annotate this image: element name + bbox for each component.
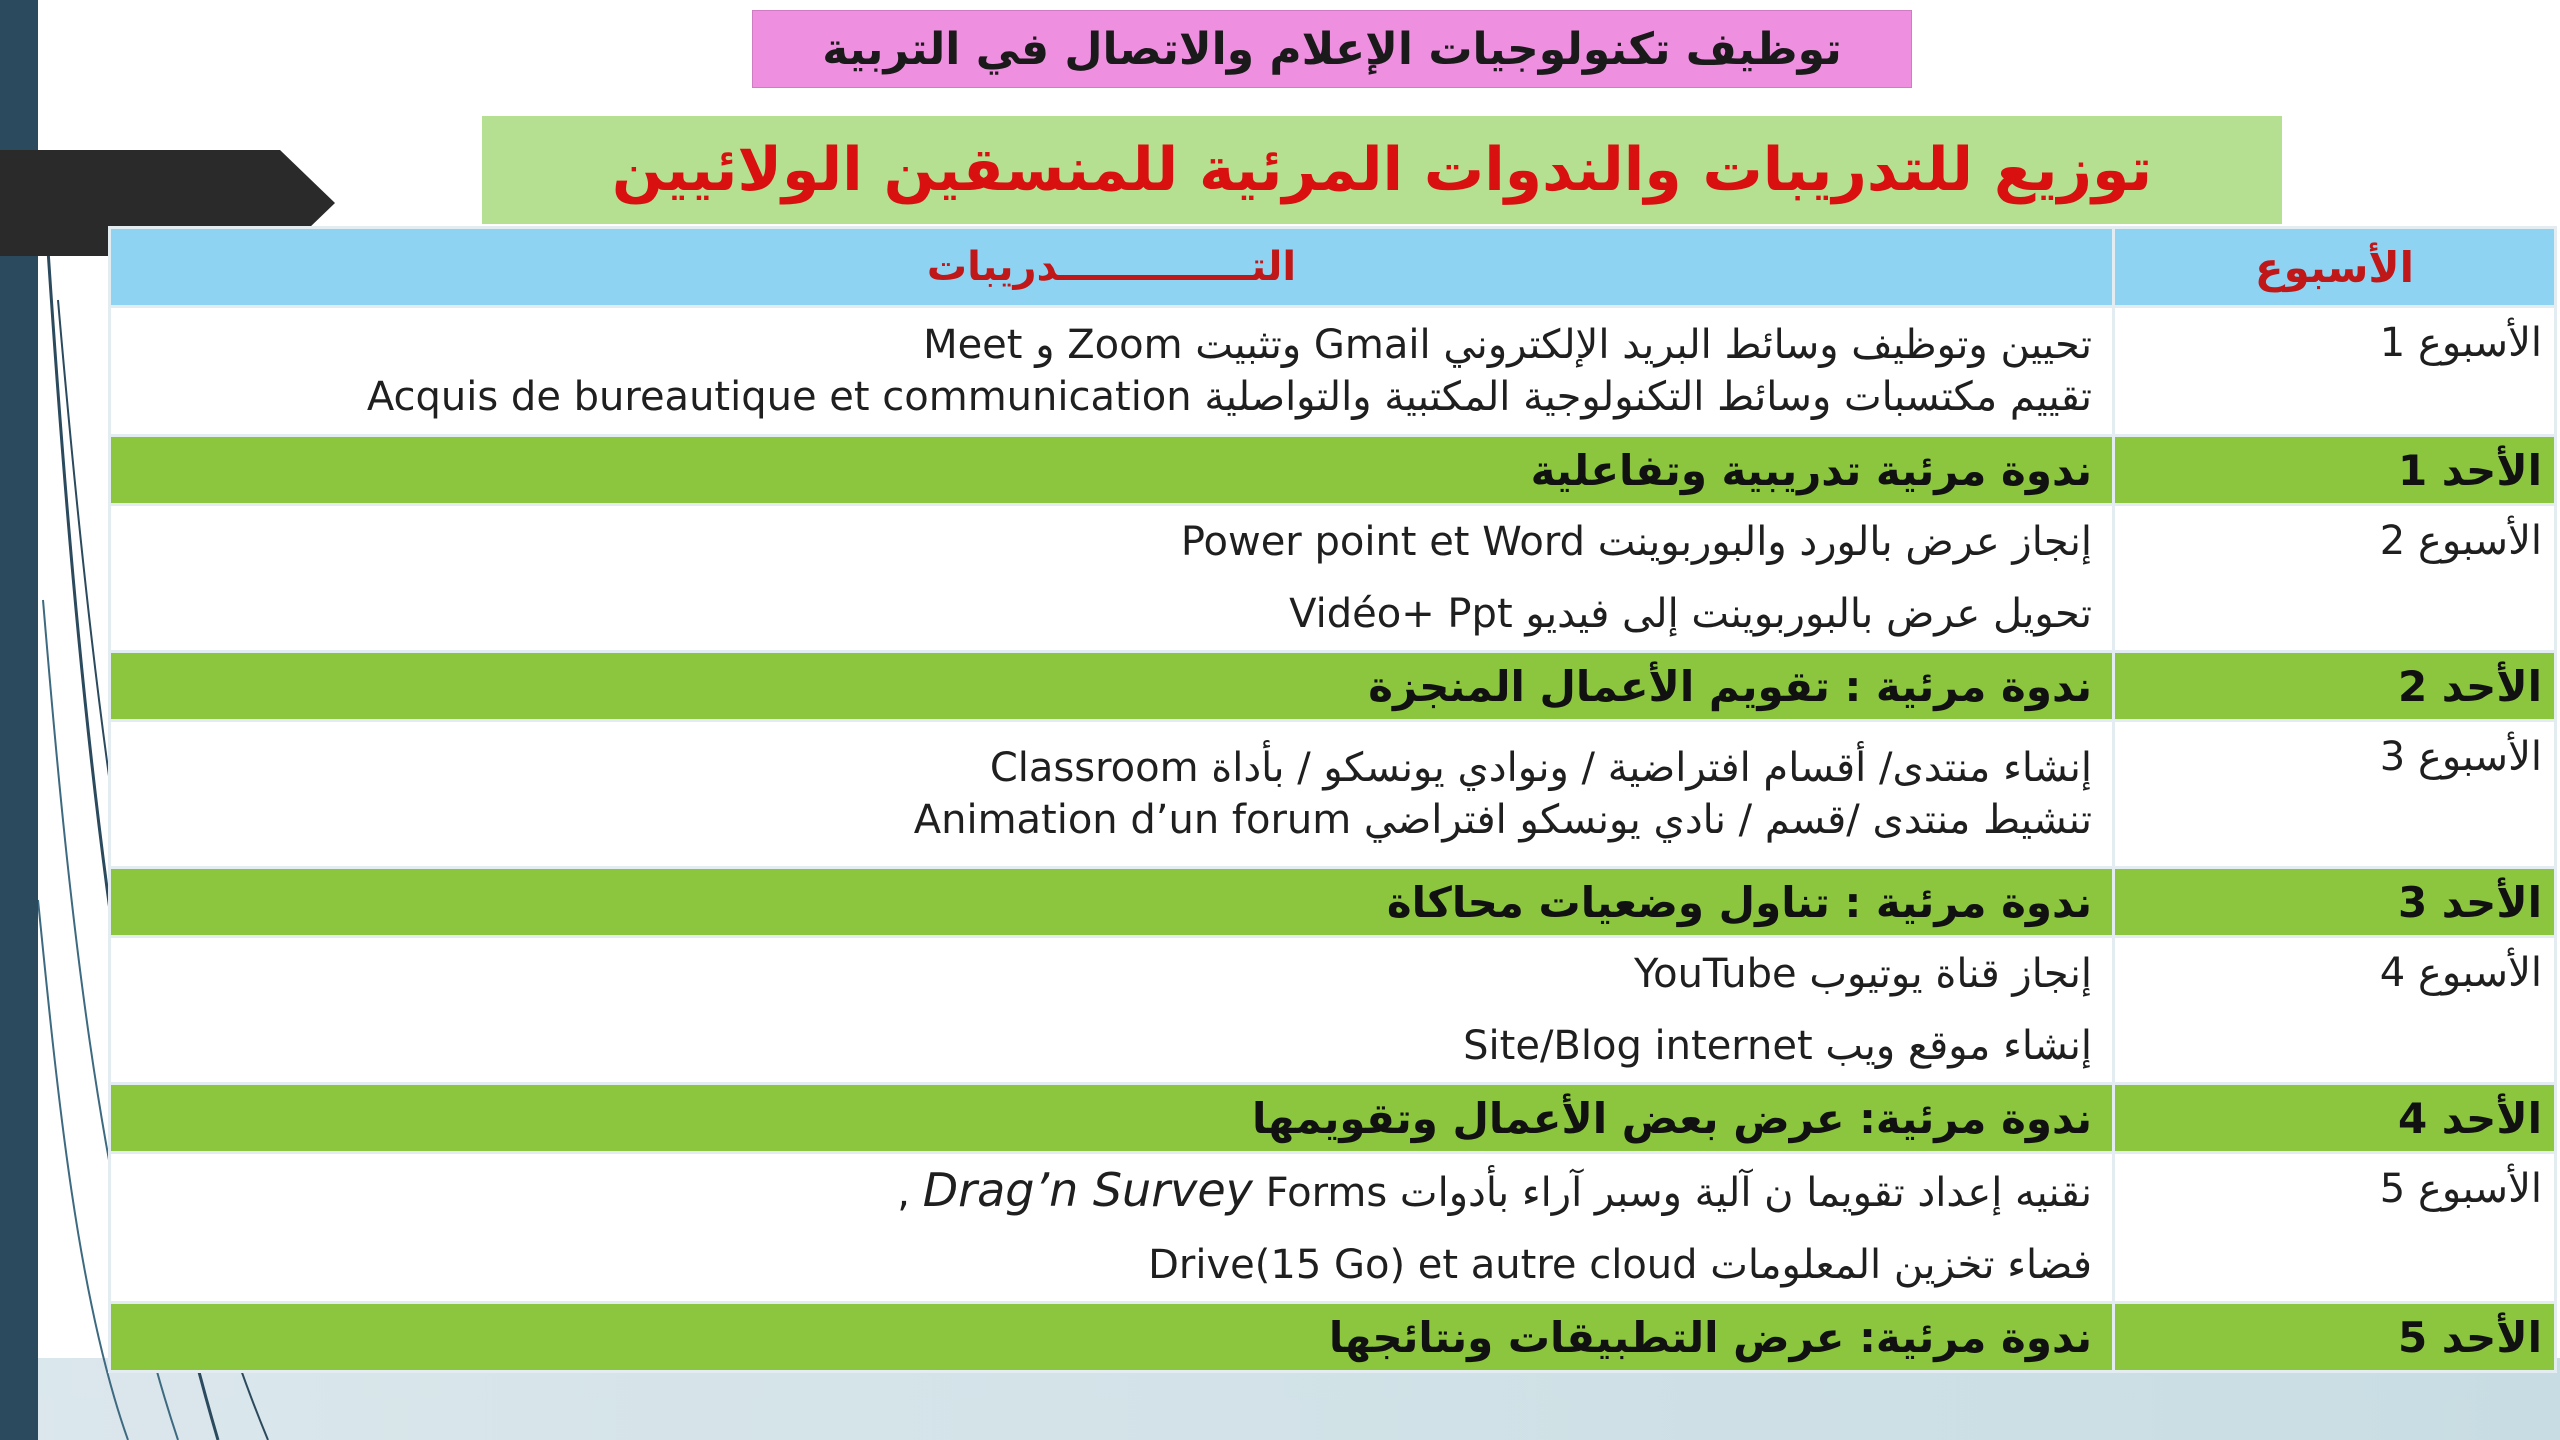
training-line: تحيين وتوظيف وسائط البريد الإلكتروني Gmail وتثبيت Zoom و Meet [923,322,2092,368]
week-label: الأسبوع 5 [2114,1153,2556,1303]
week-label: الأسبوع 4 [2114,937,2556,1084]
table-row [110,1153,2556,1303]
training-line-ar: نقنيه إعداد تقويما ن آلية وسبر آراء بأدوات [1399,1170,2092,1216]
sunday-label: الأحد 1 [2114,436,2556,505]
seminar-text: ندوة مرئية: عرض بعض الأعمال وتقويمها [110,1084,2114,1153]
seminar-row [110,868,2556,937]
training-cell [110,307,2114,436]
table-header-row [110,228,2556,307]
week-label: الأسبوع 2 [2114,505,2556,652]
table-row [110,307,2556,436]
training-cell [110,505,2114,652]
training-line-tail: Forms , [897,1170,1388,1216]
seminar-text: ندوة مرئية تدريبية وتفاعلية [110,436,2114,505]
table-row [110,937,2556,1084]
training-cell [110,1153,2114,1303]
main-title-banner [482,116,2282,224]
week-label: الأسبوع 1 [2114,307,2556,436]
trainings-header: التــــــــــــــدريبات [110,228,2114,307]
table-row [110,505,2556,652]
training-line [111,1154,2092,1229]
sunday-label: الأحد 2 [2114,652,2556,721]
week-label: الأسبوع 3 [2114,721,2556,868]
training-line: فضاء تخزين المعلومات Drive(15 Go) et autre cloud [1148,1242,2092,1288]
week-header: الأسبوع [2114,228,2556,307]
table-row [110,721,2556,868]
training-line: إنشاء منتدى/ أقسام افتراضية / ونوادي يونسكو / بأداة Classroom [989,745,2092,791]
training-line: إنجاز عرض بالورد والبوربوينت Power point et Word [1180,519,2092,565]
seminar-row [110,1084,2556,1153]
training-line: تقييم مكتسبات وسائط التكنولوجية المكتبية والتواصلية Acquis de bureautique et communication [366,374,2092,420]
seminar-text: ندوة مرئية : تقويم الأعمال المنجزة [110,652,2114,721]
schedule-table [108,226,2557,1373]
seminar-text: ندوة مرئية : تناول وضعيات محاكاة [110,868,2114,937]
training-cell [110,937,2114,1084]
seminar-text: ندوة مرئية: عرض التطبيقات ونتائجها [110,1303,2114,1372]
training-line: إنشاء موقع ويب Site/Blog internet [1463,1023,2092,1069]
header-title: توظيف تكنولوجيات الإعلام والاتصال في التربية [822,23,1842,75]
training-line: تنشيط منتدى /قسم / نادي يونسكو افتراضي Animation d’un forum [913,797,2092,843]
training-line: إنجاز قناة يوتيوب YouTube [1633,951,2092,997]
sunday-label: الأحد 3 [2114,868,2556,937]
training-line-italic: Drag’n Survey [922,1163,1253,1217]
training-line: تحويل عرض بالبوربوينت إلى فيديو Vidéo+ Ppt [1289,591,2092,637]
main-title: توزيع للتدريبات والندوات المرئية للمنسقين الولائيين [611,135,2153,205]
sunday-label: الأحد 5 [2114,1303,2556,1372]
training-cell [110,721,2114,868]
sunday-label: الأحد 4 [2114,1084,2556,1153]
seminar-row [110,1303,2556,1372]
seminar-row [110,652,2556,721]
header-banner [752,10,1912,88]
seminar-row [110,436,2556,505]
